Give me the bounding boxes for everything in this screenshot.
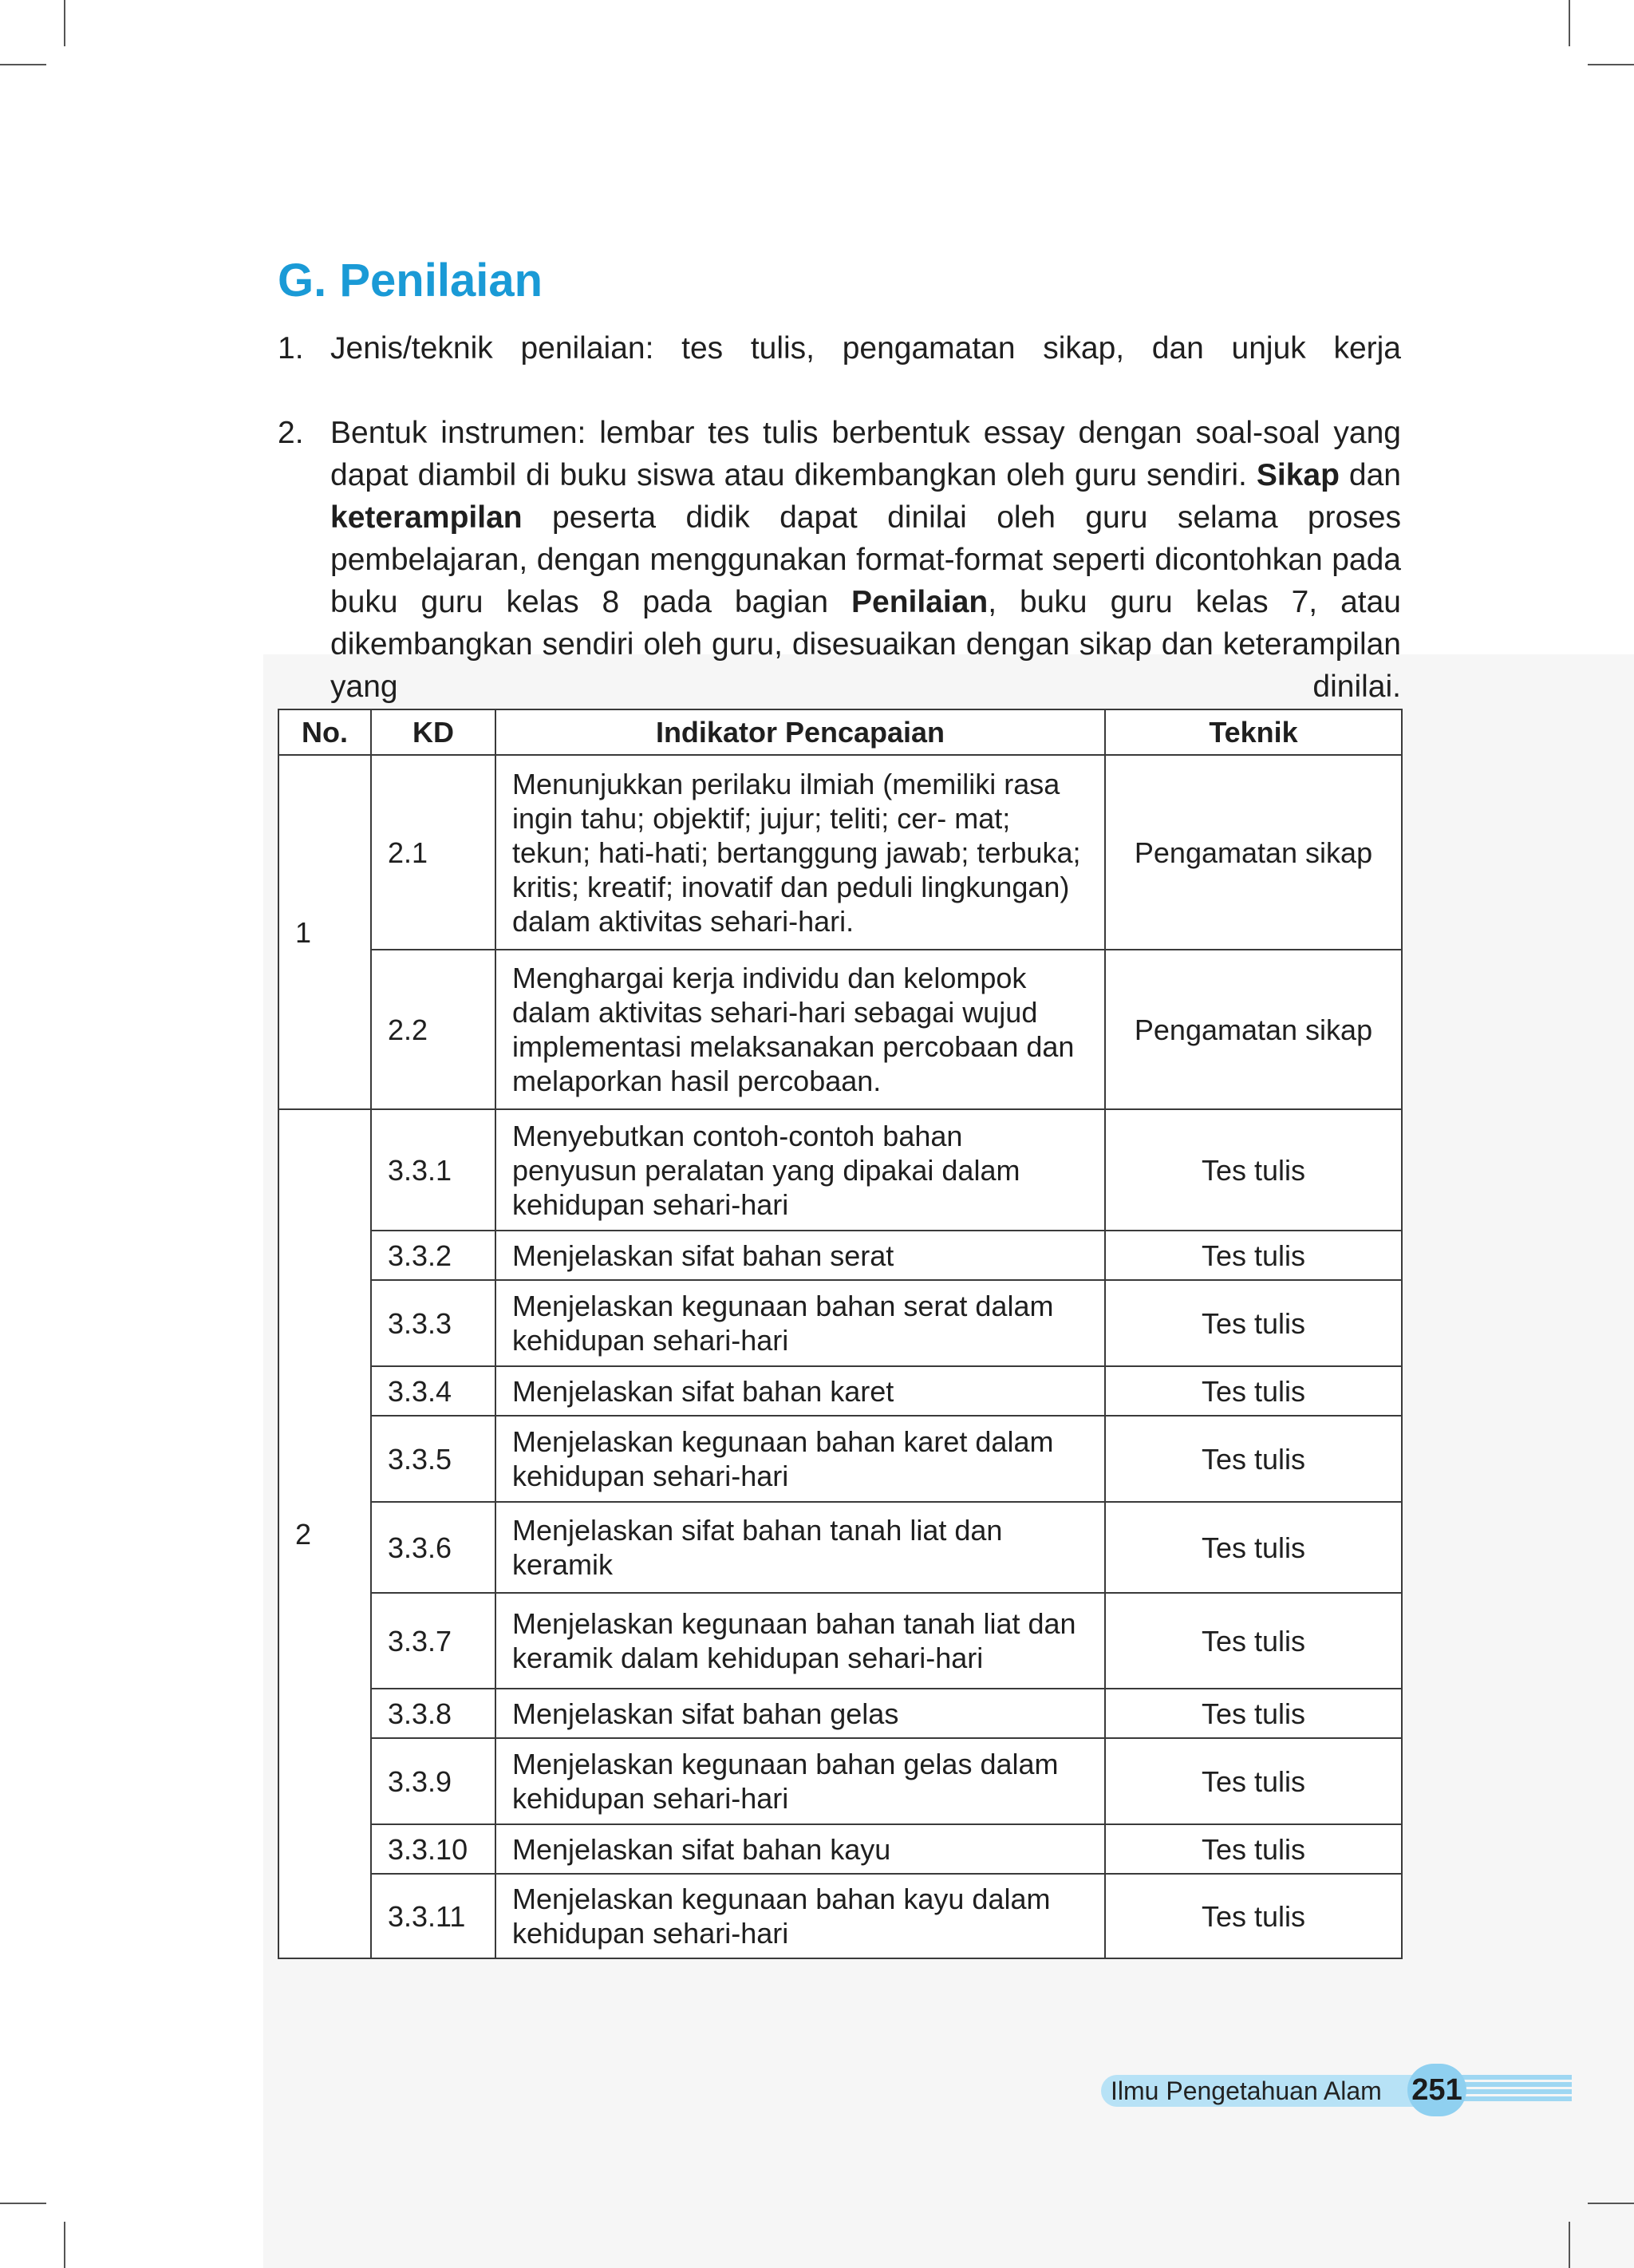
table-row: [278, 1416, 1402, 1502]
indikator-cell: Menjelaskan kegunaan bahan karet dalam kehidupan sehari-hari: [495, 1416, 1105, 1502]
list-number: 2.: [278, 416, 304, 450]
indikator-cell: Menjelaskan sifat bahan kayu: [495, 1824, 1105, 1874]
table-row: [278, 950, 1402, 1109]
kd-cell: 3.3.4: [371, 1366, 495, 1416]
list-text: Jenis/teknik penilaian: tes tulis, pengamatan sikap, dan unjuk kerja: [330, 331, 1401, 365]
kd-cell: 2.2: [371, 950, 495, 1109]
assessment-table: [278, 709, 1403, 1959]
indikator-cell: Menjelaskan sifat bahan serat: [495, 1231, 1105, 1280]
crop-mark: [1569, 0, 1570, 46]
kd-cell: 3.3.11: [371, 1874, 495, 1958]
teknik-cell: Tes tulis: [1105, 1109, 1402, 1231]
indikator-cell: Menjelaskan sifat bahan tanah liat dan keramik: [495, 1502, 1105, 1593]
teknik-cell: Pengamatan sikap: [1105, 950, 1402, 1109]
header-teknik: Teknik: [1105, 709, 1402, 755]
section-title: G. Penilaian: [278, 255, 543, 306]
table-row: [278, 1280, 1402, 1366]
header-indikator: Indikator Pencapaian: [495, 709, 1105, 755]
teknik-cell: Tes tulis: [1105, 1874, 1402, 1958]
crop-mark: [0, 64, 46, 65]
indikator-cell: Menunjukkan perilaku ilmiah (memiliki rasa ingin tahu; objektif; jujur; teliti; cer- mat; tekun; hati-hati; bertanggung jawab; terbuka; kritis; kreatif; inovatif dan peduli lingkungan) dalam aktivitas sehari-hari.: [495, 755, 1105, 950]
teknik-cell: Tes tulis: [1105, 1824, 1402, 1874]
group-number: 2: [278, 1109, 371, 1958]
crop-mark: [1588, 2203, 1634, 2204]
table-row: [278, 1689, 1402, 1738]
kd-cell: 3.3.3: [371, 1280, 495, 1366]
kd-cell: 3.3.9: [371, 1738, 495, 1824]
bold-term-keterampilan: keterampilan: [330, 500, 523, 535]
kd-cell: 3.3.1: [371, 1109, 495, 1231]
list-text: [330, 412, 1401, 750]
bold-term-sikap: Sikap: [1256, 458, 1340, 492]
text-run: peserta didik dapat dinilai oleh guru selama proses pembelajaran, dengan menggunakan format-format seperti dicontohkan pada buku guru kelas 8 pada bagian: [330, 500, 1401, 619]
crop-mark: [1588, 64, 1634, 65]
teknik-cell: Tes tulis: [1105, 1366, 1402, 1416]
kd-cell: 3.3.2: [371, 1231, 495, 1280]
crop-mark: [0, 2203, 46, 2204]
crop-mark: [64, 2222, 65, 2268]
crop-mark: [1569, 2222, 1570, 2268]
header-no: No.: [278, 709, 371, 755]
table-row: [278, 755, 1402, 950]
teknik-cell: Tes tulis: [1105, 1689, 1402, 1738]
table-row: [278, 1874, 1402, 1958]
table-row: [278, 1593, 1402, 1689]
table-row: [278, 1231, 1402, 1280]
teknik-cell: Tes tulis: [1105, 1738, 1402, 1824]
footer-subject: Ilmu Pengetahuan Alam: [1101, 2075, 1436, 2107]
table-row: [278, 1109, 1402, 1231]
group-number: 1: [278, 755, 371, 1109]
text-run: , buku guru kelas 7, atau dikembangkan sendiri oleh guru, disesuaikan dengan sikap dan keterampilan yang dinilai.: [330, 585, 1401, 704]
header-kd: KD: [371, 709, 495, 755]
teknik-cell: Tes tulis: [1105, 1593, 1402, 1689]
page-number: 251: [1407, 2064, 1466, 2116]
kd-cell: 3.3.10: [371, 1824, 495, 1874]
list-item: [278, 412, 1401, 750]
teknik-cell: Pengamatan sikap: [1105, 755, 1402, 950]
teknik-cell: Tes tulis: [1105, 1280, 1402, 1366]
table-header-row: [278, 709, 1402, 755]
indikator-cell: Menjelaskan kegunaan bahan gelas dalam kehidupan sehari-hari: [495, 1738, 1105, 1824]
indikator-cell: Menghargai kerja individu dan kelompok dalam aktivitas sehari-hari sebagai wujud implementasi melaksanakan percobaan dan melaporkan hasil percobaan.: [495, 950, 1105, 1109]
table-row: [278, 1824, 1402, 1874]
indikator-cell: Menjelaskan kegunaan bahan tanah liat dan keramik dalam kehidupan sehari-hari: [495, 1593, 1105, 1689]
list-item: [278, 327, 1401, 412]
table-row: [278, 1502, 1402, 1593]
text-run: dan: [1339, 458, 1401, 492]
text-run: Bentuk instrumen: lembar tes tulis berbentuk essay dengan soal-soal yang dapat diambil di buku siswa atau dikembangkan oleh guru sendiri.: [330, 416, 1401, 492]
table-row: [278, 1738, 1402, 1824]
indikator-cell: Menjelaskan kegunaan bahan kayu dalam kehidupan sehari-hari: [495, 1874, 1105, 1958]
table-row: [278, 1366, 1402, 1416]
kd-cell: 3.3.7: [371, 1593, 495, 1689]
crop-mark: [64, 0, 65, 46]
teknik-cell: Tes tulis: [1105, 1502, 1402, 1593]
indikator-cell: Menyebutkan contoh-contoh bahan penyusun peralatan yang dipakai dalam kehidupan sehari-hari: [495, 1109, 1105, 1231]
list-number: 1.: [278, 331, 304, 365]
kd-cell: 3.3.5: [371, 1416, 495, 1502]
kd-cell: 3.3.6: [371, 1502, 495, 1593]
assessment-list: [278, 327, 1401, 750]
kd-cell: 3.3.8: [371, 1689, 495, 1738]
indikator-cell: Menjelaskan kegunaan bahan serat dalam kehidupan sehari-hari: [495, 1280, 1105, 1366]
teknik-cell: Tes tulis: [1105, 1416, 1402, 1502]
indikator-cell: Menjelaskan sifat bahan gelas: [495, 1689, 1105, 1738]
teknik-cell: Tes tulis: [1105, 1231, 1402, 1280]
indikator-cell: Menjelaskan sifat bahan karet: [495, 1366, 1105, 1416]
kd-cell: 2.1: [371, 755, 495, 950]
bold-term-penilaian: Penilaian: [851, 585, 989, 619]
